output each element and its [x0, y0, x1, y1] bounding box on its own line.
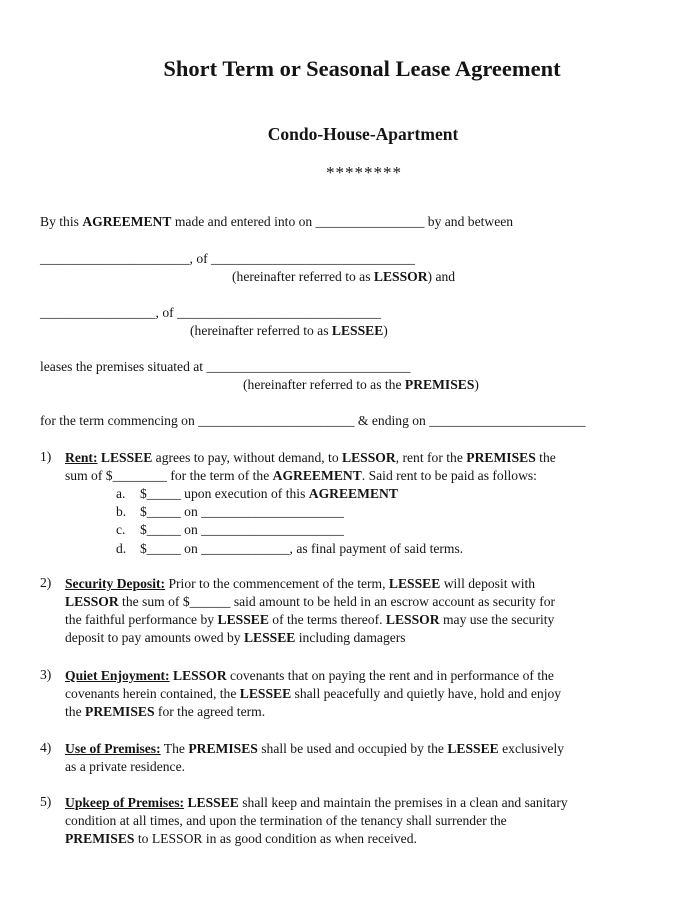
section-heading: Quiet Enjoyment:	[65, 668, 170, 683]
deposit-line-1: Security Deposit: Prior to the commencement of the term, LESSEE will deposit with	[65, 576, 536, 591]
document-subtitle: Condo-House-Apartment	[267, 124, 459, 144]
section-heading: Upkeep of Premises:	[65, 795, 185, 810]
section-number: 4)	[40, 740, 52, 755]
payment-item-c: $_____ on _____________________	[140, 522, 344, 537]
use-of-premises-line-2: as a private residence.	[65, 759, 186, 774]
document-title: Short Term or Seasonal Lease Agreement	[163, 56, 561, 81]
upkeep-line-2: condition at all times, and upon the termination of the tenancy shall surrender the	[65, 813, 507, 828]
quiet-enjoyment-line-2: covenants herein contained, the LESSEE shall peacefully and quietly have, hold and enjoy	[65, 686, 562, 701]
section-number: 2)	[40, 575, 52, 590]
section-number: 5)	[40, 794, 52, 809]
section-heading: Rent:	[65, 450, 98, 465]
payment-item-b: $_____ on _____________________	[140, 504, 344, 519]
intro-line-1: By this AGREEMENT made and entered into on ________________ by and between	[40, 214, 514, 229]
rent-line-1: Rent: LESSEE agrees to pay, without demand, to LESSOR, rent for the PREMISES the	[65, 450, 556, 465]
payment-letter: c.	[116, 522, 126, 537]
premises-location-line: leases the premises situated at ______________________________	[40, 359, 411, 374]
deposit-line-3: the faithful performance by LESSEE of the terms thereof. LESSOR may use the security	[65, 612, 555, 627]
payment-letter: b.	[116, 504, 127, 519]
deposit-line-2: LESSOR the sum of $______ said amount to be held in an escrow account as security for	[65, 594, 556, 609]
quiet-enjoyment-line-1: Quiet Enjoyment: LESSOR covenants that on paying the rent and in performance of the	[65, 668, 554, 683]
payment-letter: d.	[116, 541, 127, 556]
section-number: 1)	[40, 449, 52, 464]
upkeep-line-1: Upkeep of Premises: LESSEE shall keep and maintain the premises in a clean and sanitary	[65, 795, 568, 810]
payment-item-a: $_____ upon execution of this AGREEMENT	[140, 486, 398, 501]
quiet-enjoyment-line-3: the PREMISES for the agreed term.	[65, 704, 266, 719]
rent-line-2: sum of $________ for the term of the AGREEMENT. Said rent to be paid as follows:	[65, 468, 537, 483]
section-number: 3)	[40, 667, 52, 682]
premises-reference: (hereinafter referred to as the PREMISES)	[243, 377, 479, 392]
payment-letter: a.	[116, 486, 126, 501]
intro-line-4: _________________, of ______________________________	[40, 305, 381, 320]
lessor-reference: (hereinafter referred to as LESSOR) and	[232, 269, 456, 284]
intro-line-2: ______________________, of ______________________________	[40, 251, 415, 266]
section-heading: Use of Premises:	[65, 741, 161, 756]
deposit-line-4: deposit to pay amounts owed by LESSEE including damagers	[65, 630, 406, 645]
section-heading: Security Deposit:	[65, 576, 166, 591]
term-line: for the term commencing on _______________________ & ending on _______________________	[40, 413, 586, 428]
asterisk-separator: ********	[326, 163, 402, 182]
use-of-premises-line-1: Use of Premises: The PREMISES shall be used and occupied by the LESSEE exclusively	[65, 741, 565, 756]
lessee-reference: (hereinafter referred to as LESSEE)	[190, 323, 388, 338]
upkeep-line-3: PREMISES to LESSOR in as good condition as when received.	[65, 831, 417, 846]
payment-item-d: $_____ on _____________, as final payment of said terms.	[140, 541, 464, 556]
